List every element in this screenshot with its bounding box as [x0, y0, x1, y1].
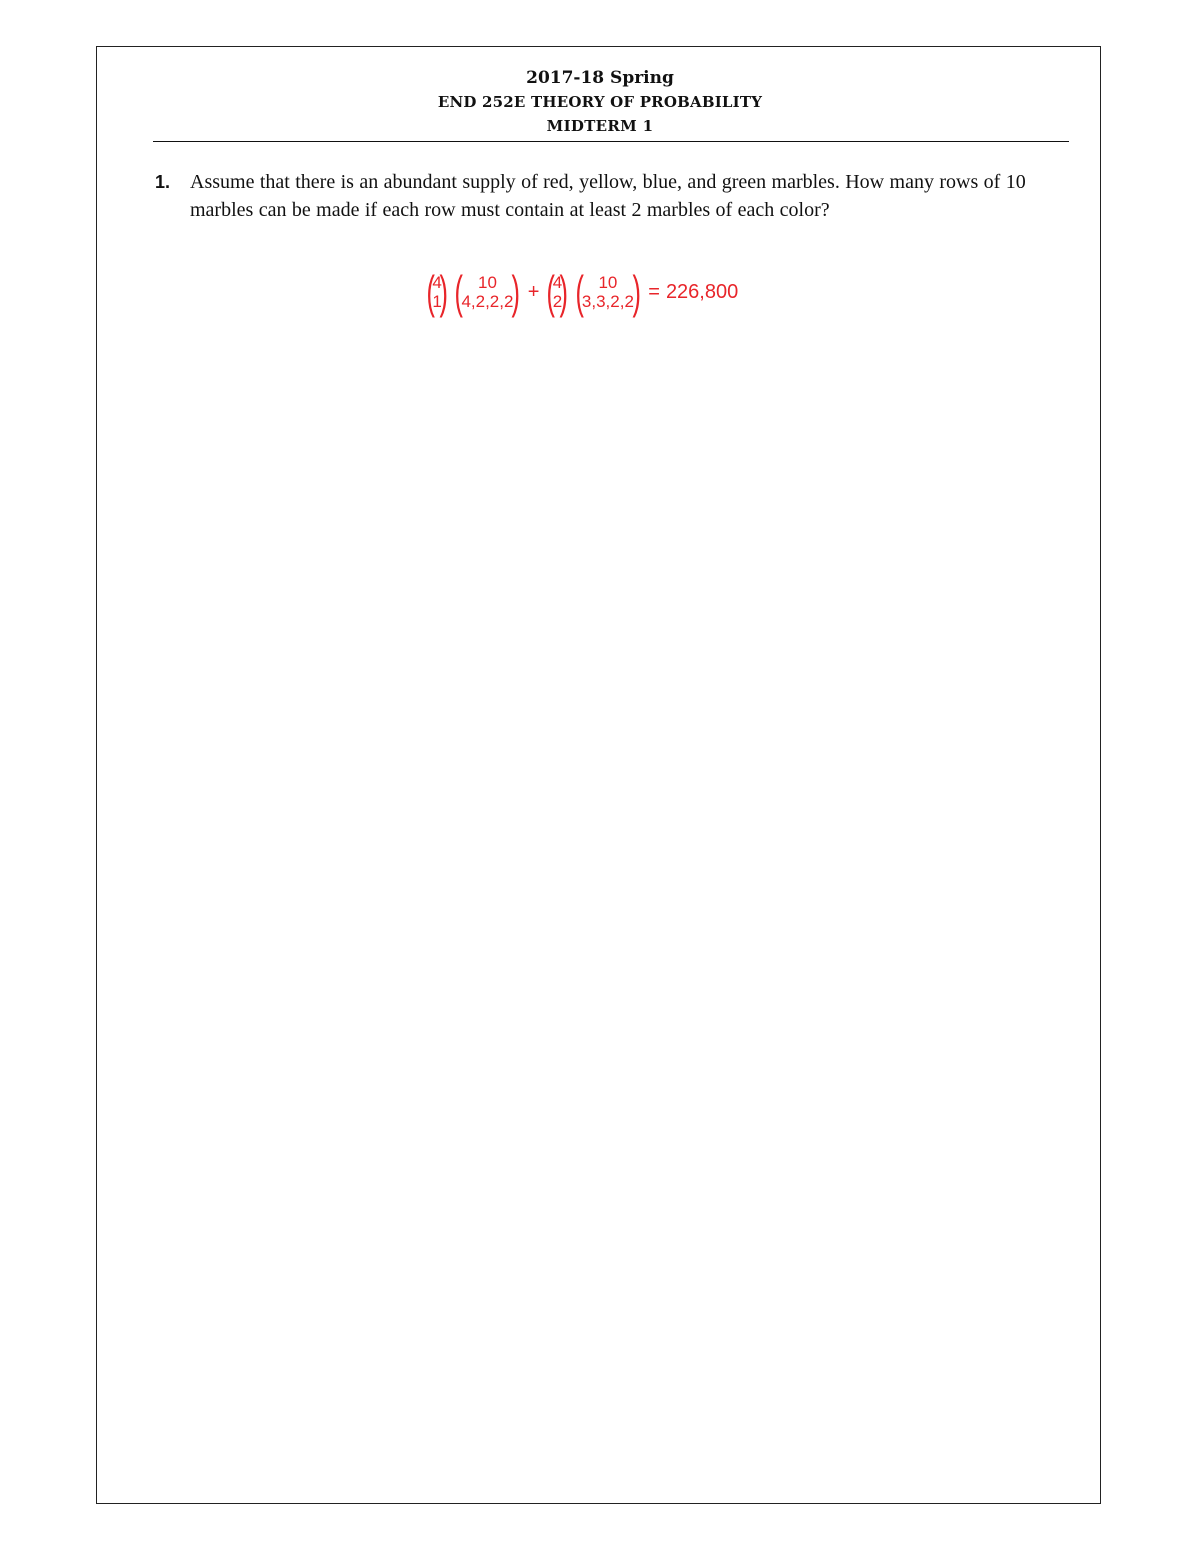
left-paren: ( [575, 266, 584, 318]
multinomial-top: 10 [598, 273, 618, 292]
binomial-bottom: 2 [552, 292, 563, 311]
left-paren: ( [546, 266, 556, 318]
question-text: Assume that there is an abundant supply of red, yellow, blue, and green marbles. How many rows of 10 marbles can be made if each row must contain at least 2 marbles of each color? [190, 171, 1026, 221]
binomial-top: 4 [552, 273, 563, 292]
binomial-bottom: 1 [432, 292, 442, 311]
multinomial-term-1 [451, 266, 524, 318]
course-title: END 252E THEORY OF PROBABILITY [437, 93, 763, 111]
right-paren: ) [439, 266, 448, 318]
multinomial-stack [581, 273, 635, 311]
left-paren: ( [454, 266, 464, 318]
equals-sign: = [648, 280, 660, 303]
header-divider [153, 141, 1069, 142]
binomial-top: 4 [432, 273, 442, 292]
exam-header [0, 66, 1200, 138]
handwritten-answer [423, 262, 738, 322]
question-number: 1. [155, 172, 171, 192]
multinomial-top: 10 [477, 273, 497, 292]
binomial-4-choose-2 [543, 266, 571, 318]
answer-result: 226,800 [665, 280, 739, 303]
question-1 [155, 168, 1055, 224]
exam-title: MIDTERM 1 [546, 117, 654, 135]
multinomial-bottom: 3,3,2,2 [581, 292, 634, 311]
binomial-4-choose-1 [423, 266, 451, 318]
left-paren: ( [426, 266, 435, 318]
right-paren: ) [559, 266, 569, 318]
right-paren: ) [632, 266, 641, 318]
multinomial-bottom: 4,2,2,2 [461, 292, 514, 311]
term-title: 2017-18 Spring [526, 68, 674, 88]
multinomial-stack [460, 273, 514, 311]
multinomial-term-2 [572, 266, 645, 318]
right-paren: ) [511, 266, 521, 318]
plus-sign: + [527, 280, 540, 303]
